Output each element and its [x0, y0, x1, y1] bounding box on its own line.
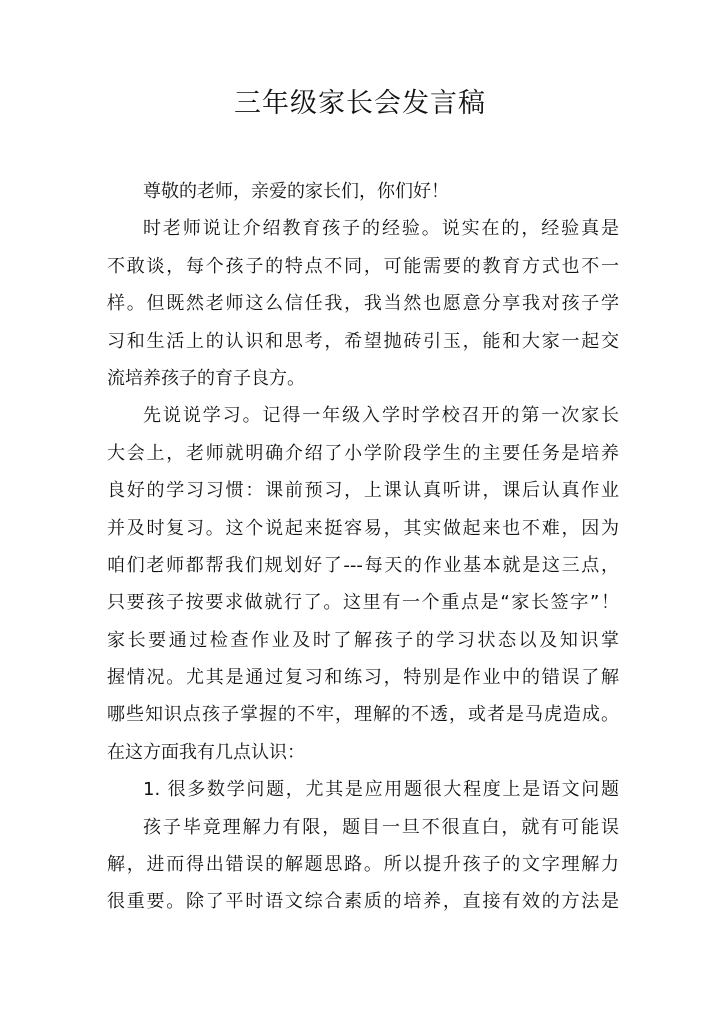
paragraph-line: 孩子毕竟理解力有限，题目一旦不很直白，就有可能误	[143, 816, 619, 838]
paragraph-line: 样。但既然老师这么信任我，我当然也愿意分享我对孩子学	[107, 293, 619, 315]
paragraph-line: 在这方面我有几点认识：	[107, 741, 305, 763]
paragraph-line: 并及时复习。这个说起来挺容易，其实做起来也不难，因为	[107, 517, 619, 539]
paragraph-line: 握情况。尤其是通过复习和练习，特别是作业中的错误了解	[107, 667, 619, 689]
paragraph-line: 不敢谈，每个孩子的特点不同，可能需要的教育方式也不一	[107, 255, 619, 277]
paragraph-line: 哪些知识点孩子掌握的不牢，理解的不透，或者是马虎造成。	[107, 704, 619, 726]
paragraph-line: 很重要。除了平时语文综合素质的培养，直接有效的方法是	[107, 891, 619, 913]
paragraph-line: 良好的学习习惯：课前预习，上课认真听讲，课后认真作业	[107, 480, 619, 502]
paragraph-line: 大会上，老师就明确介绍了小学阶段学生的主要任务是培养	[107, 442, 619, 464]
paragraph-line: 尊敬的老师，亲爱的家长们，你们好！	[143, 181, 449, 202]
paragraph-line: 只要孩子按要求做就行了。这里有一个重点是“家长签字”！	[107, 592, 619, 614]
paragraph-line: 咱们老师都帮我们规划好了---每天的作业基本就是这三点，	[107, 554, 619, 576]
numbered-heading-line: 1. 很多数学问题，尤其是应用题很大程度上是语文问题	[143, 779, 619, 801]
paragraph-line: 习和生活上的认识和思考，希望抛砖引玉，能和大家一起交	[107, 330, 619, 352]
document-title: 三年级家长会发言稿	[234, 88, 486, 119]
paragraph-line: 解，进而得出错误的解题思路。所以提升孩子的文字理解力	[107, 854, 619, 876]
paragraph-line: 家长要通过检查作业及时了解孩子的学习状态以及知识掌	[107, 629, 619, 651]
paragraph-line: 时老师说让介绍教育孩子的经验。说实在的，经验真是	[143, 218, 619, 240]
paragraph-line: 流培养孩子的育子良方。	[107, 367, 305, 389]
document-body	[107, 173, 619, 921]
paragraph-line: 先说说学习。记得一年级入学时学校召开的第一次家长	[143, 405, 619, 427]
